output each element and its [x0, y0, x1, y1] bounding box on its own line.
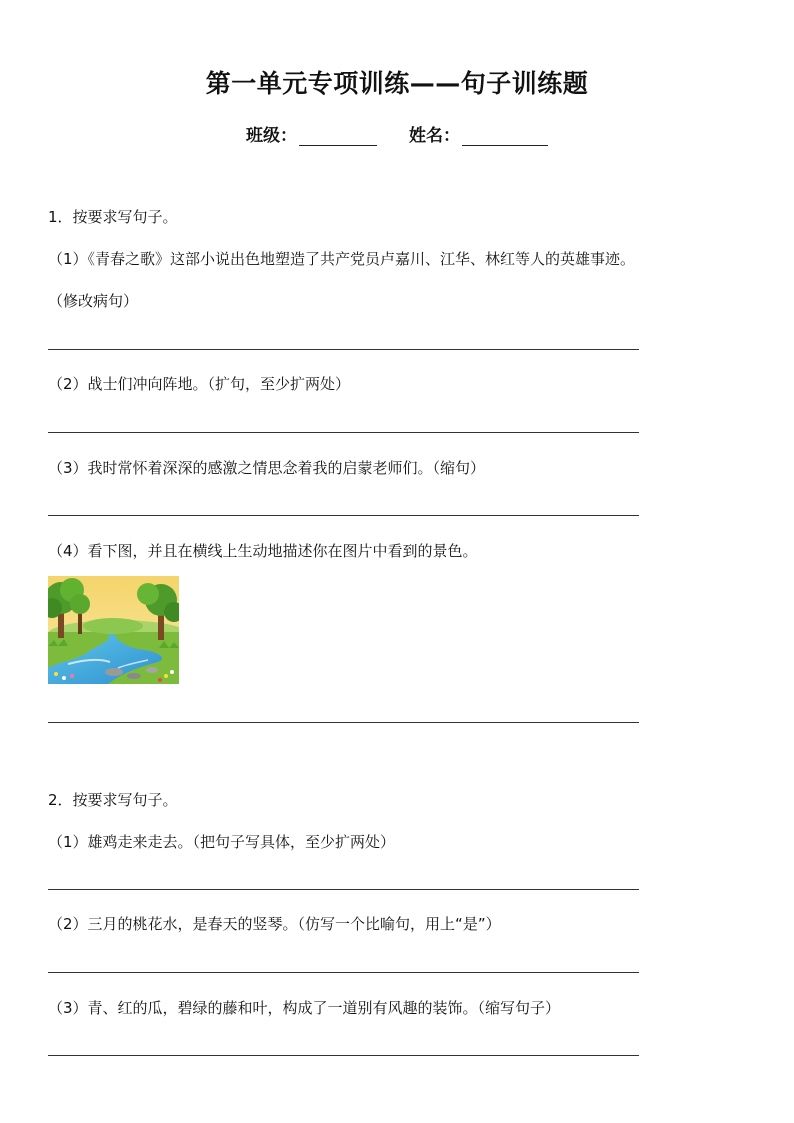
- section1-question1-line2: （修改病句）: [48, 292, 139, 310]
- answer-line-1-4[interactable]: [48, 722, 639, 723]
- section2-question2: （2）三月的桃花水，是春天的竖琴。（仿写一个比喻句，用上“是”）: [48, 915, 501, 933]
- section1-question2: （2）战士们冲向阵地。（扩句，至少扩两处）: [48, 375, 351, 393]
- class-field: [246, 121, 377, 146]
- page-title: 第一单元专项训练——句子训练题: [205, 69, 589, 98]
- section1-heading: 1．按要求写句子。: [48, 208, 178, 226]
- section2-question1: （1）雄鸡走来走去。（把句子写具体，至少扩两处）: [48, 833, 396, 851]
- name-field: [409, 121, 548, 146]
- name-blank-line[interactable]: [462, 127, 548, 146]
- section2-question3: （3）青、红的瓜，碧绿的藤和叶，构成了一道别有风趣的装饰。（缩写句子）: [48, 999, 561, 1017]
- answer-line-1-1[interactable]: [48, 349, 639, 350]
- landscape-picture: [48, 576, 179, 684]
- answer-line-1-3[interactable]: [48, 515, 639, 516]
- answer-line-2-2[interactable]: [48, 972, 639, 973]
- name-label: 姓名：: [409, 126, 460, 146]
- section1-question4: （4）看下图，并且在横线上生动地描述你在图片中看到的景色。: [48, 542, 478, 560]
- answer-line-2-1[interactable]: [48, 889, 639, 890]
- section1-question3: （3）我时常怀着深深的感激之情思念着我的启蒙老师们。（缩句）: [48, 459, 486, 477]
- answer-line-1-2[interactable]: [48, 432, 639, 433]
- student-info-row: [0, 121, 794, 146]
- section2-heading: 2．按要求写句子。: [48, 791, 178, 809]
- answer-line-2-3[interactable]: [48, 1055, 639, 1056]
- section1-question1-line1: （1）《青春之歌》这部小说出色地塑造了共产党员卢嘉川、江华、林红等人的英雄事迹。: [48, 250, 636, 268]
- class-label: 班级：: [246, 126, 297, 146]
- class-blank-line[interactable]: [299, 127, 377, 146]
